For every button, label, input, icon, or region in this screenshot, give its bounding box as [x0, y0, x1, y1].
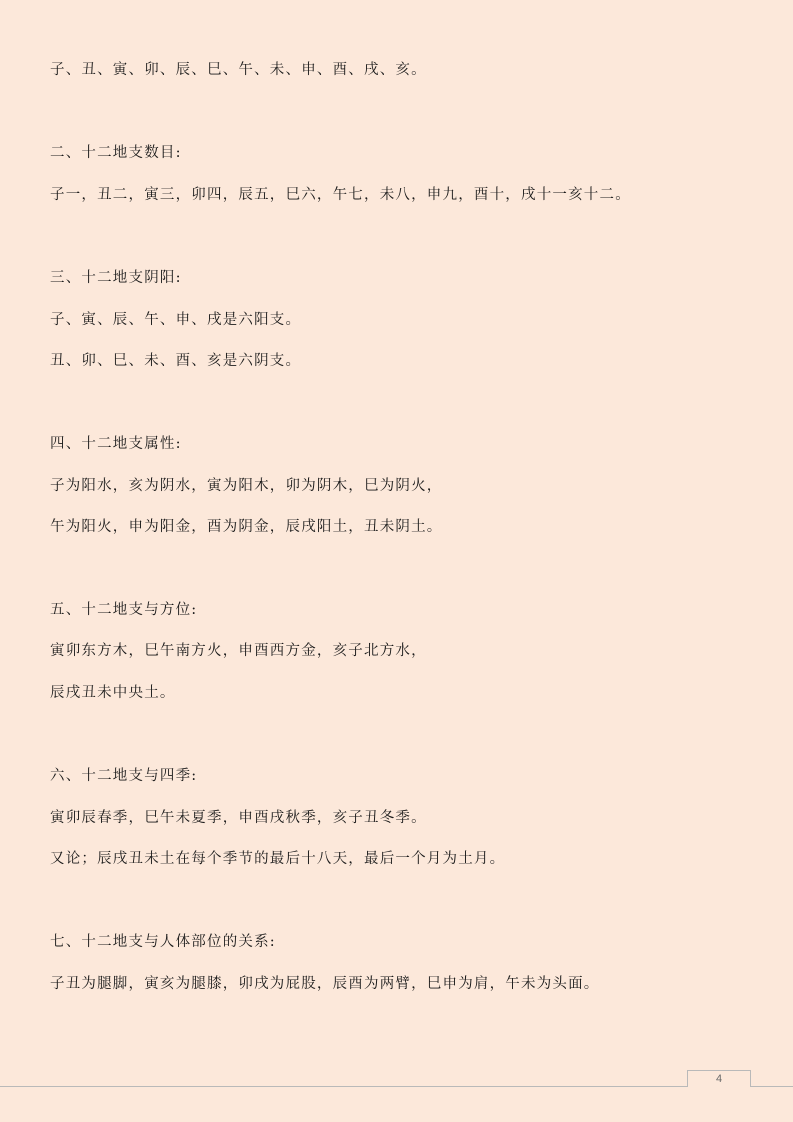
attributes-line-2: 午为阳火，申为阳金，酉为阴金，辰戌阳土，丑未阴土。	[50, 519, 443, 535]
yang-branches-line: 子、寅、辰、午、申、戌是六阳支。	[50, 312, 302, 328]
section-2-heading: 二、十二地支数目:	[50, 145, 182, 161]
directions-line-1: 寅卯东方木，巳午南方火，申酉西方金，亥子北方水，	[50, 643, 427, 659]
directions-line-2: 辰戌丑未中央土。	[50, 685, 176, 701]
section-5-heading: 五、十二地支与方位:	[50, 602, 198, 618]
page-number: 4	[687, 1070, 751, 1087]
attributes-line-1: 子为阳水，亥为阴水，寅为阳木，卯为阴木，巳为阴火，	[50, 478, 443, 494]
footer-divider	[0, 1086, 793, 1087]
seasons-note-line: 又论；辰戌丑未土在每个季节的最后十八天，最后一个月为土月。	[50, 851, 506, 867]
section-7-heading: 七、十二地支与人体部位的关系:	[50, 934, 276, 950]
yin-branches-line: 丑、卯、巳、未、酉、亥是六阴支。	[50, 353, 302, 369]
section-3-heading: 三、十二地支阴阳:	[50, 270, 182, 286]
seasons-line: 寅卯辰春季，巳午未夏季，申酉戌秋季，亥子丑冬季。	[50, 810, 427, 826]
branch-numbers-line: 子一，丑二，寅三，卯四，辰五，巳六，午七，未八，申九，酉十，戌十一亥十二。	[50, 187, 631, 203]
section-4-heading: 四、十二地支属性:	[50, 436, 182, 452]
section-6-heading: 六、十二地支与四季:	[50, 768, 198, 784]
branches-list-line: 子、丑、寅、卯、辰、巳、午、未、申、酉、戌、亥。	[50, 62, 427, 78]
body-parts-line: 子丑为腿脚，寅亥为腿膝，卯戌为屁股，辰酉为两臂，巳申为肩，午未为头面。	[50, 976, 600, 992]
